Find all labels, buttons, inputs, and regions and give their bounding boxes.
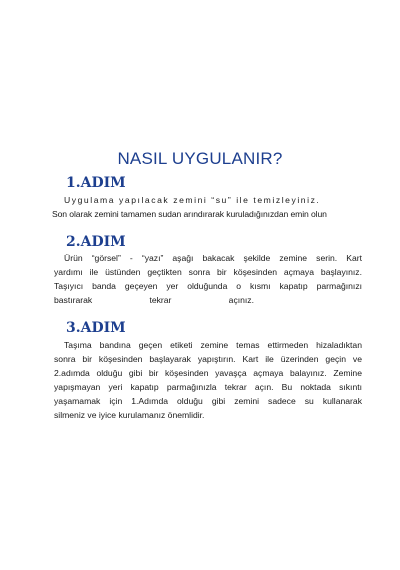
step-3-line-1: Taşıma bandına geçen etiketi zemine temas ettirmeden hizaladıktan <box>64 340 362 350</box>
step-2-heading: 2.ADIM <box>66 234 126 250</box>
step-3-line-4: yapışmayan yeri kapatıp parmağınızla tekrar açın. Bu noktada sıkıntı <box>54 381 362 392</box>
step-2-line-1: Ürün “görsel” - “yazı” aşağı bakacak şekilde zemine serin. Kart <box>64 253 362 263</box>
step-3-line-3: 2.adımda olduğu gibi bir köşesinden yavaşça açmaya balayınız. Zemine <box>54 367 362 378</box>
step-2-line-4: bastırarak tekrar açınız. <box>54 294 254 305</box>
step-2-line-3: Taşıyıcı banda geçeyen yer olduğunda o kısmı kapatıp parmağınızı <box>54 280 362 291</box>
step-3-text <box>54 339 362 422</box>
step-2-text <box>54 252 362 308</box>
step-1-heading: 1.ADIM <box>66 175 126 191</box>
step-3-line-5: yaşamamak için 1.Adımda olduğu gibi zemini sadece su kullanarak <box>54 395 362 406</box>
step-3-heading: 3.ADIM <box>66 320 126 336</box>
step-3-line-2: sonra bir köşesinden başlayarak yapıştırın. Kart ile üzerinden geçin ve <box>54 353 362 364</box>
step-1-line-2: Son olarak zemini tamamen sudan arındırarak kuruladığınızdan emin olun <box>52 208 327 219</box>
step-3-line-6: silmeniz ve iyice kurulamanız önemlidir. <box>54 409 205 420</box>
step-1-text <box>54 194 362 222</box>
step-1-line-1: Uygulama yapılacak zemini “su” ile temizleyiniz. <box>64 195 321 205</box>
page-title: NASIL UYGULANIR? <box>117 149 283 168</box>
step-2-line-2: yardımı ile üstünden geçtikten sonra bir köşesinden açmaya başlayınız. <box>54 266 362 277</box>
